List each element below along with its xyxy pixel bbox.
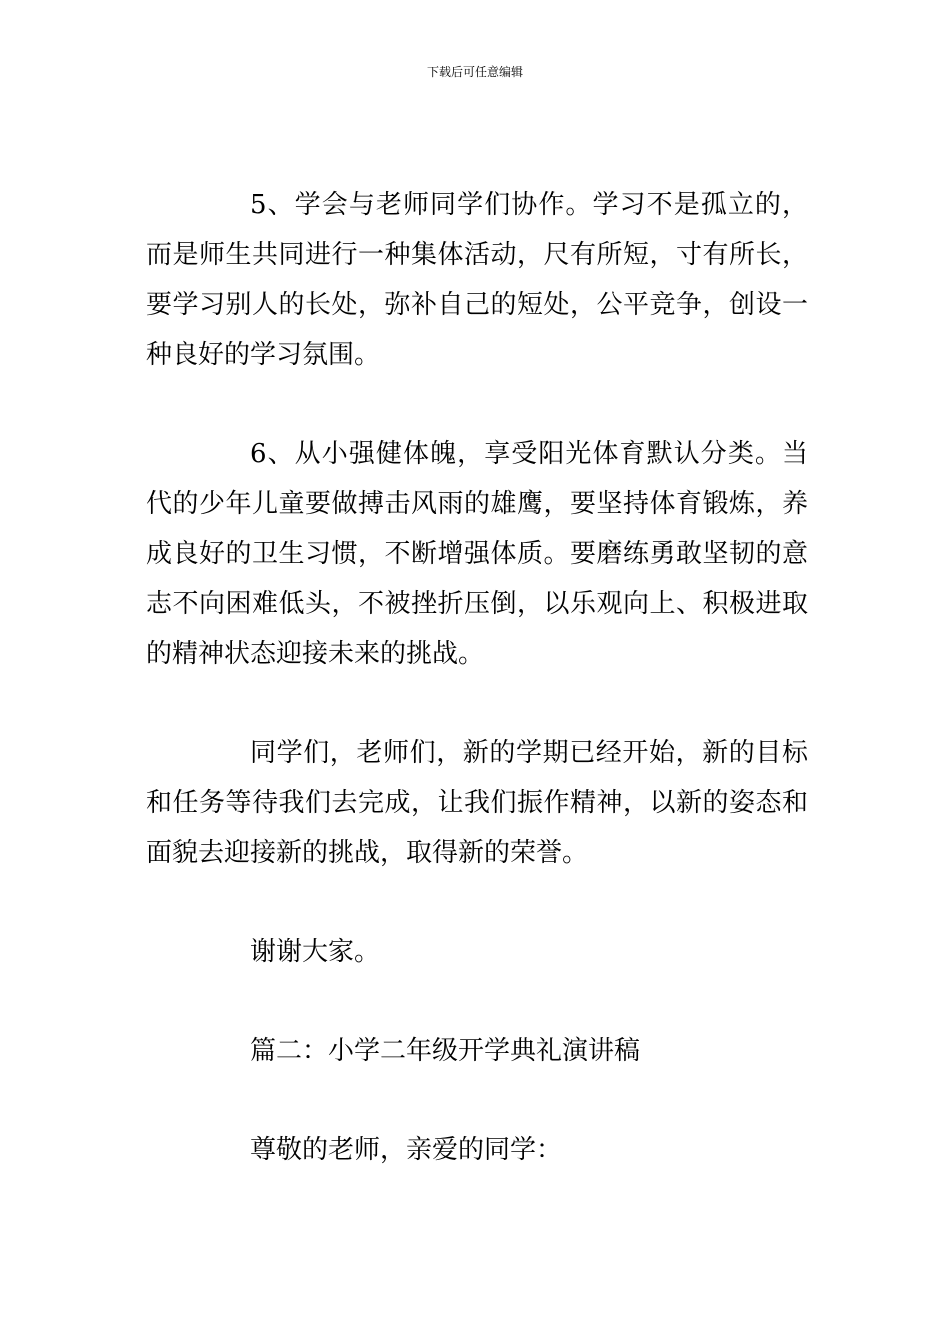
paragraph-gap: [146, 679, 808, 728]
paragraph-thanks: 谢谢大家。: [250, 937, 381, 967]
paragraph-closing: 同学们，老师们，新的学期已经开始，新的目标和任务等待我们去完成，让我们振作精神，以新的姿态和面貌去迎接新的挑战，取得新的荣誉。: [146, 738, 808, 868]
paragraph-point-5: 5、学会与老师同学们协作。学习不是孤立的，而是师生共同进行一种集体活动，尺有所短，寸有所长，要学习别人的长处，弥补自己的短处，公平竞争，创设一种良好的学习氛围。: [146, 190, 808, 370]
section-title: 篇二：小学二年级开学典礼演讲稿: [250, 1036, 641, 1066]
paragraph-gap: [146, 977, 808, 1026]
paragraph-gap: [146, 380, 808, 429]
paragraph-gap: [146, 1076, 808, 1125]
page-header: 下载后可任意编辑: [426, 65, 523, 79]
document-body: [146, 180, 808, 1175]
paragraph-gap: [146, 878, 808, 927]
paragraph-point-6: 6、从小强健体魄，享受阳光体育默认分类。当代的少年儿童要做搏击风雨的雄鹰，要坚持体育锻炼，养成良好的卫生习惯，不断增强体质。要磨练勇敢坚韧的意志不向困难低头，不被挫折压倒，以乐观向上、积极进取的精神状态迎接未来的挑战。: [146, 439, 808, 669]
paragraph-greeting: 尊敬的老师，亲爱的同学：: [250, 1135, 563, 1165]
